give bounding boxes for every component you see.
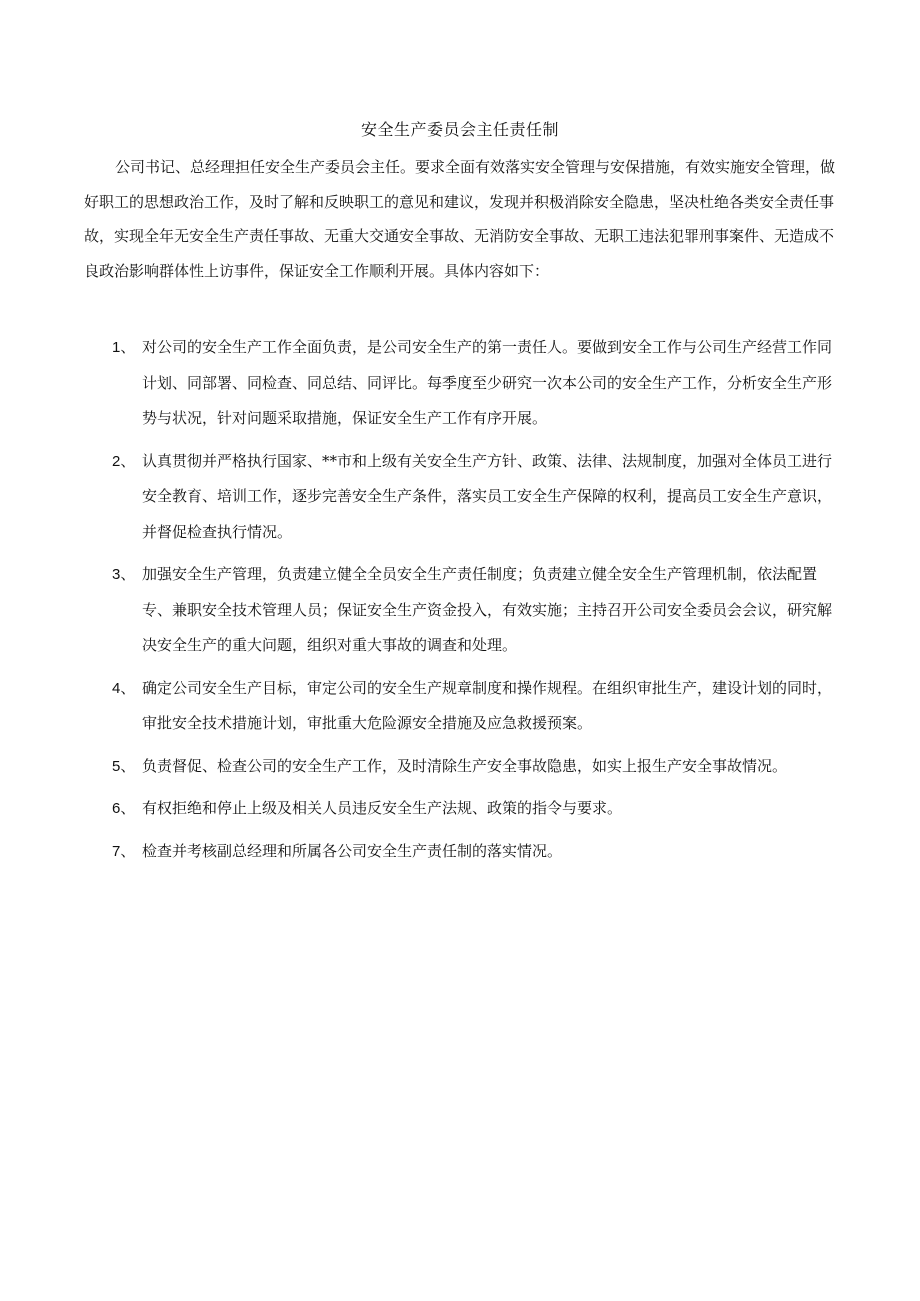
document-title: 安全生产委员会主任责任制 bbox=[360, 120, 559, 139]
item-text: 有权拒绝和停止上级及相关人员违反安全生产法规、政策的指令与要求。 bbox=[142, 799, 623, 817]
list-item bbox=[112, 557, 842, 664]
item-number: 3、 bbox=[112, 566, 136, 583]
item-text: 负责督促、检查公司的安全生产工作，及时清除生产安全事故隐患，如实上报生产安全事故情况。 bbox=[142, 756, 788, 775]
item-text: 加强安全生产管理，负责建立健全全员安全生产责任制度；负责建立健全安全生产管理机制，依法配置专、兼职安全技术管理人员；保证安全生产资金投入，有效实施；主持召开公司安全委员会会议，研究解决安全生产的重大问题，组织对重大事故的调查和处理。 bbox=[142, 565, 833, 654]
item-number: 4、 bbox=[112, 679, 136, 697]
item-text: 认真贯彻并严格执行国家、**市和上级有关安全生产方针、政策、法律、法规制度，加强对全体员工进行安全教育、培训工作，逐步完善安全生产条件，落实员工安全生产保障的权利，提高员工安全生产意识，并督促检查执行情况。 bbox=[142, 451, 833, 541]
list-item bbox=[112, 671, 842, 742]
list-item bbox=[112, 330, 842, 437]
item-text: 检查并考核副总经理和所属各公司安全生产责任制的落实情况。 bbox=[142, 841, 563, 860]
item-number: 7、 bbox=[112, 842, 136, 860]
list-item bbox=[112, 749, 842, 785]
item-number: 1、 bbox=[112, 339, 136, 356]
responsibility-list bbox=[112, 330, 842, 876]
item-number: 2、 bbox=[112, 452, 136, 470]
list-item bbox=[112, 791, 842, 827]
intro-paragraph: 公司书记、总经理担任安全生产委员会主任。要求全面有效落实安全管理与安保措施，有效实施安全管理，做好职工的思想政治工作，及时了解和反映职工的意见和建议，发现并积极消除安全隐患，坚决杜绝各类安全责任事故，实现全年无安全生产责任事故、无重大交通安全事故、无消防安全事故、无职工违法犯罪刑事案件、无造成不良政治影响群体性上访事件，保证安全工作顺利开展。具体内容如下： bbox=[84, 158, 836, 280]
list-item bbox=[112, 834, 842, 870]
item-text: 对公司的安全生产工作全面负责，是公司安全生产的第一责任人。要做到安全工作与公司生产经营工作同计划、同部署、同检查、同总结、同评比。每季度至少研究一次本公司的安全生产工作，分析安全生产形势与状况，针对问题采取措施，保证安全生产工作有序开展。 bbox=[142, 338, 833, 427]
item-text: 确定公司安全生产目标，审定公司的安全生产规章制度和操作规程。在组织审批生产，建设计划的同时，审批安全技术措施计划，审批重大危险源安全措施及应急救援预案。 bbox=[142, 678, 833, 732]
item-number: 5、 bbox=[112, 757, 136, 775]
list-item bbox=[112, 444, 842, 551]
item-number: 6、 bbox=[112, 800, 136, 817]
